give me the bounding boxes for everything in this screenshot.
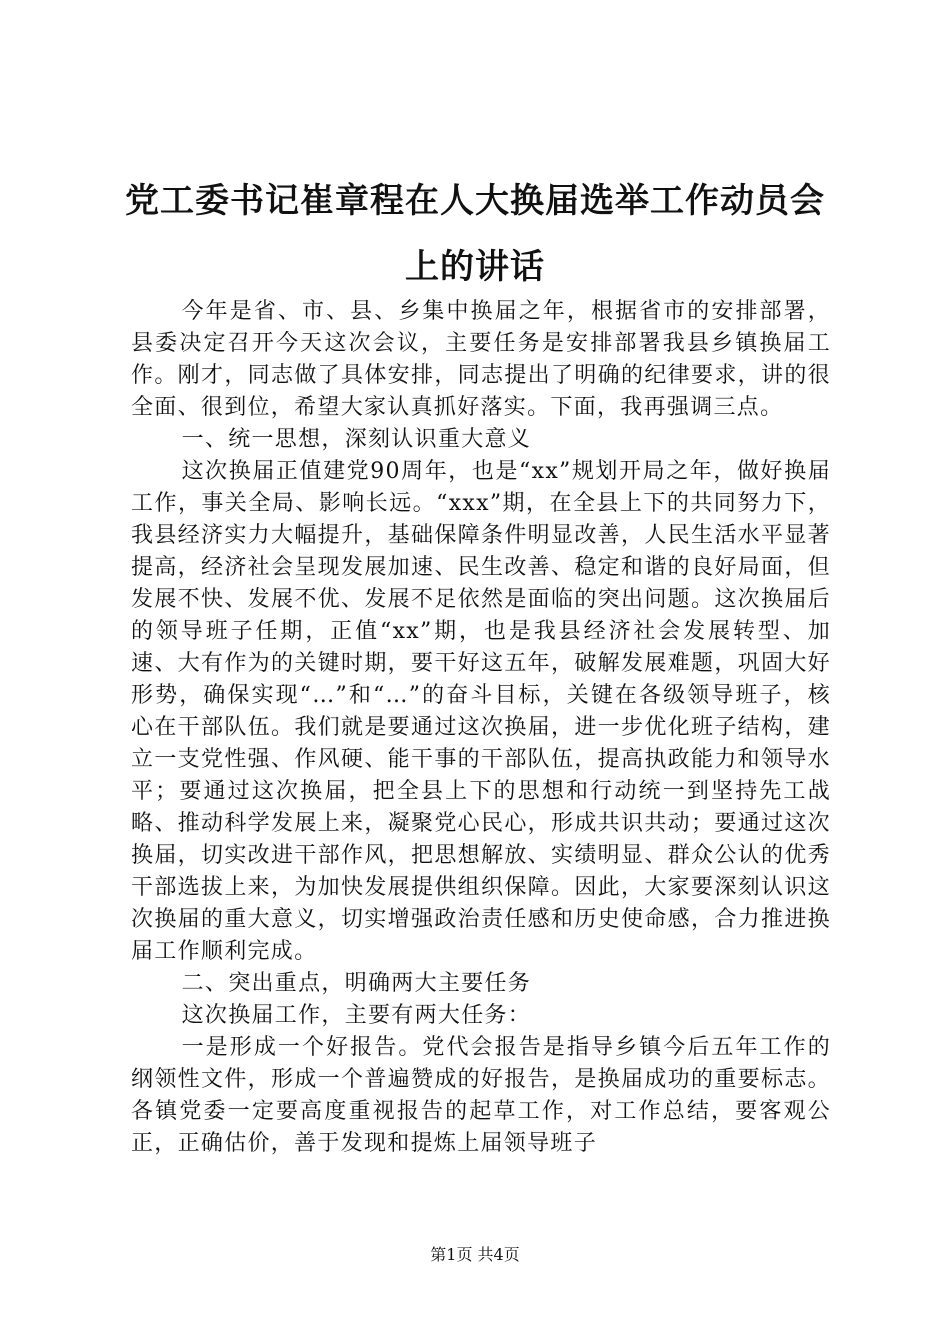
paragraph-section-1: 这次换届正值建党90周年，也是“xx”规划开局之年，做好换届工作，事关全局、影响长远。“xxx”期，在全县上下的共同努力下，我县经济实力大幅提升，基础保障条件明显改善，人民生活水平显著提高，经济社会呈现发展加速、民生改善、稳定和谐的良好局面，但发展不快、发展不优、发展不足依然是面临的突出问题。这次换届后的领导班子任期，正值“xx”期，也是我县经济社会发展转型、加速、大有作为的关键时期，要干好这五年，破解发展难题，巩固大好形势，确保实现“…”和“…”的奋斗目标，关键在各级领导班子，核心在干部队伍。我们就是要通过这次换届，进一步优化班子结构，建立一支党性强、作风硬、能干事的干部队伍，提高执政能力和领导水平；要通过这次换届，把全县上下的思想和行动统一到坚持先工战略、推动科学发展上来，凝聚党心民心，形成共识共动；要通过这次换届，切实改进干部作风，把思想解放、实绩明显、群众公认的优秀干部选拔上来，为加快发展提供组织保障。因此，大家要深刻认识这次换届的重大意义，切实增强政治责任感和历史使命感，合力推进换届工作顺利完成。 (131, 459, 831, 964)
section-heading-2: 二、突出重点，明确两大主要任务 (181, 971, 532, 996)
paragraph-intro: 今年是省、市、县、乡集中换届之年，根据省市的安排部署，县委决定召开今天这次会议，主要任务是安排部署我县乡镇换届工作。刚才，同志做了具体安排，同志提出了明确的纪律要求，讲的很全面、很到位，希望大家认真抓好落实。下面，我再强调三点。 (131, 299, 831, 420)
section-heading-1: 一、统一思想，深刻认识重大意义 (181, 427, 532, 452)
page-number-footer: 第1页 共4页 (430, 1245, 520, 1264)
document-body (131, 296, 831, 1160)
paragraph-tasks-intro: 这次换届工作，主要有两大任务： (181, 1003, 532, 1028)
document-title: 党工委书记崔章程在人大换届选举工作动员会上的讲话 (125, 181, 825, 287)
paragraph-task-1: 一是形成一个好报告。党代会报告是指导乡镇今后五年工作的纲领性文件，形成一个普遍赞成的好报告，是换届成功的重要标志。各镇党委一定要高度重视报告的起草工作，对工作总结，要客观公正，正确估价，善于发现和提炼上届领导班子 (131, 1035, 831, 1156)
